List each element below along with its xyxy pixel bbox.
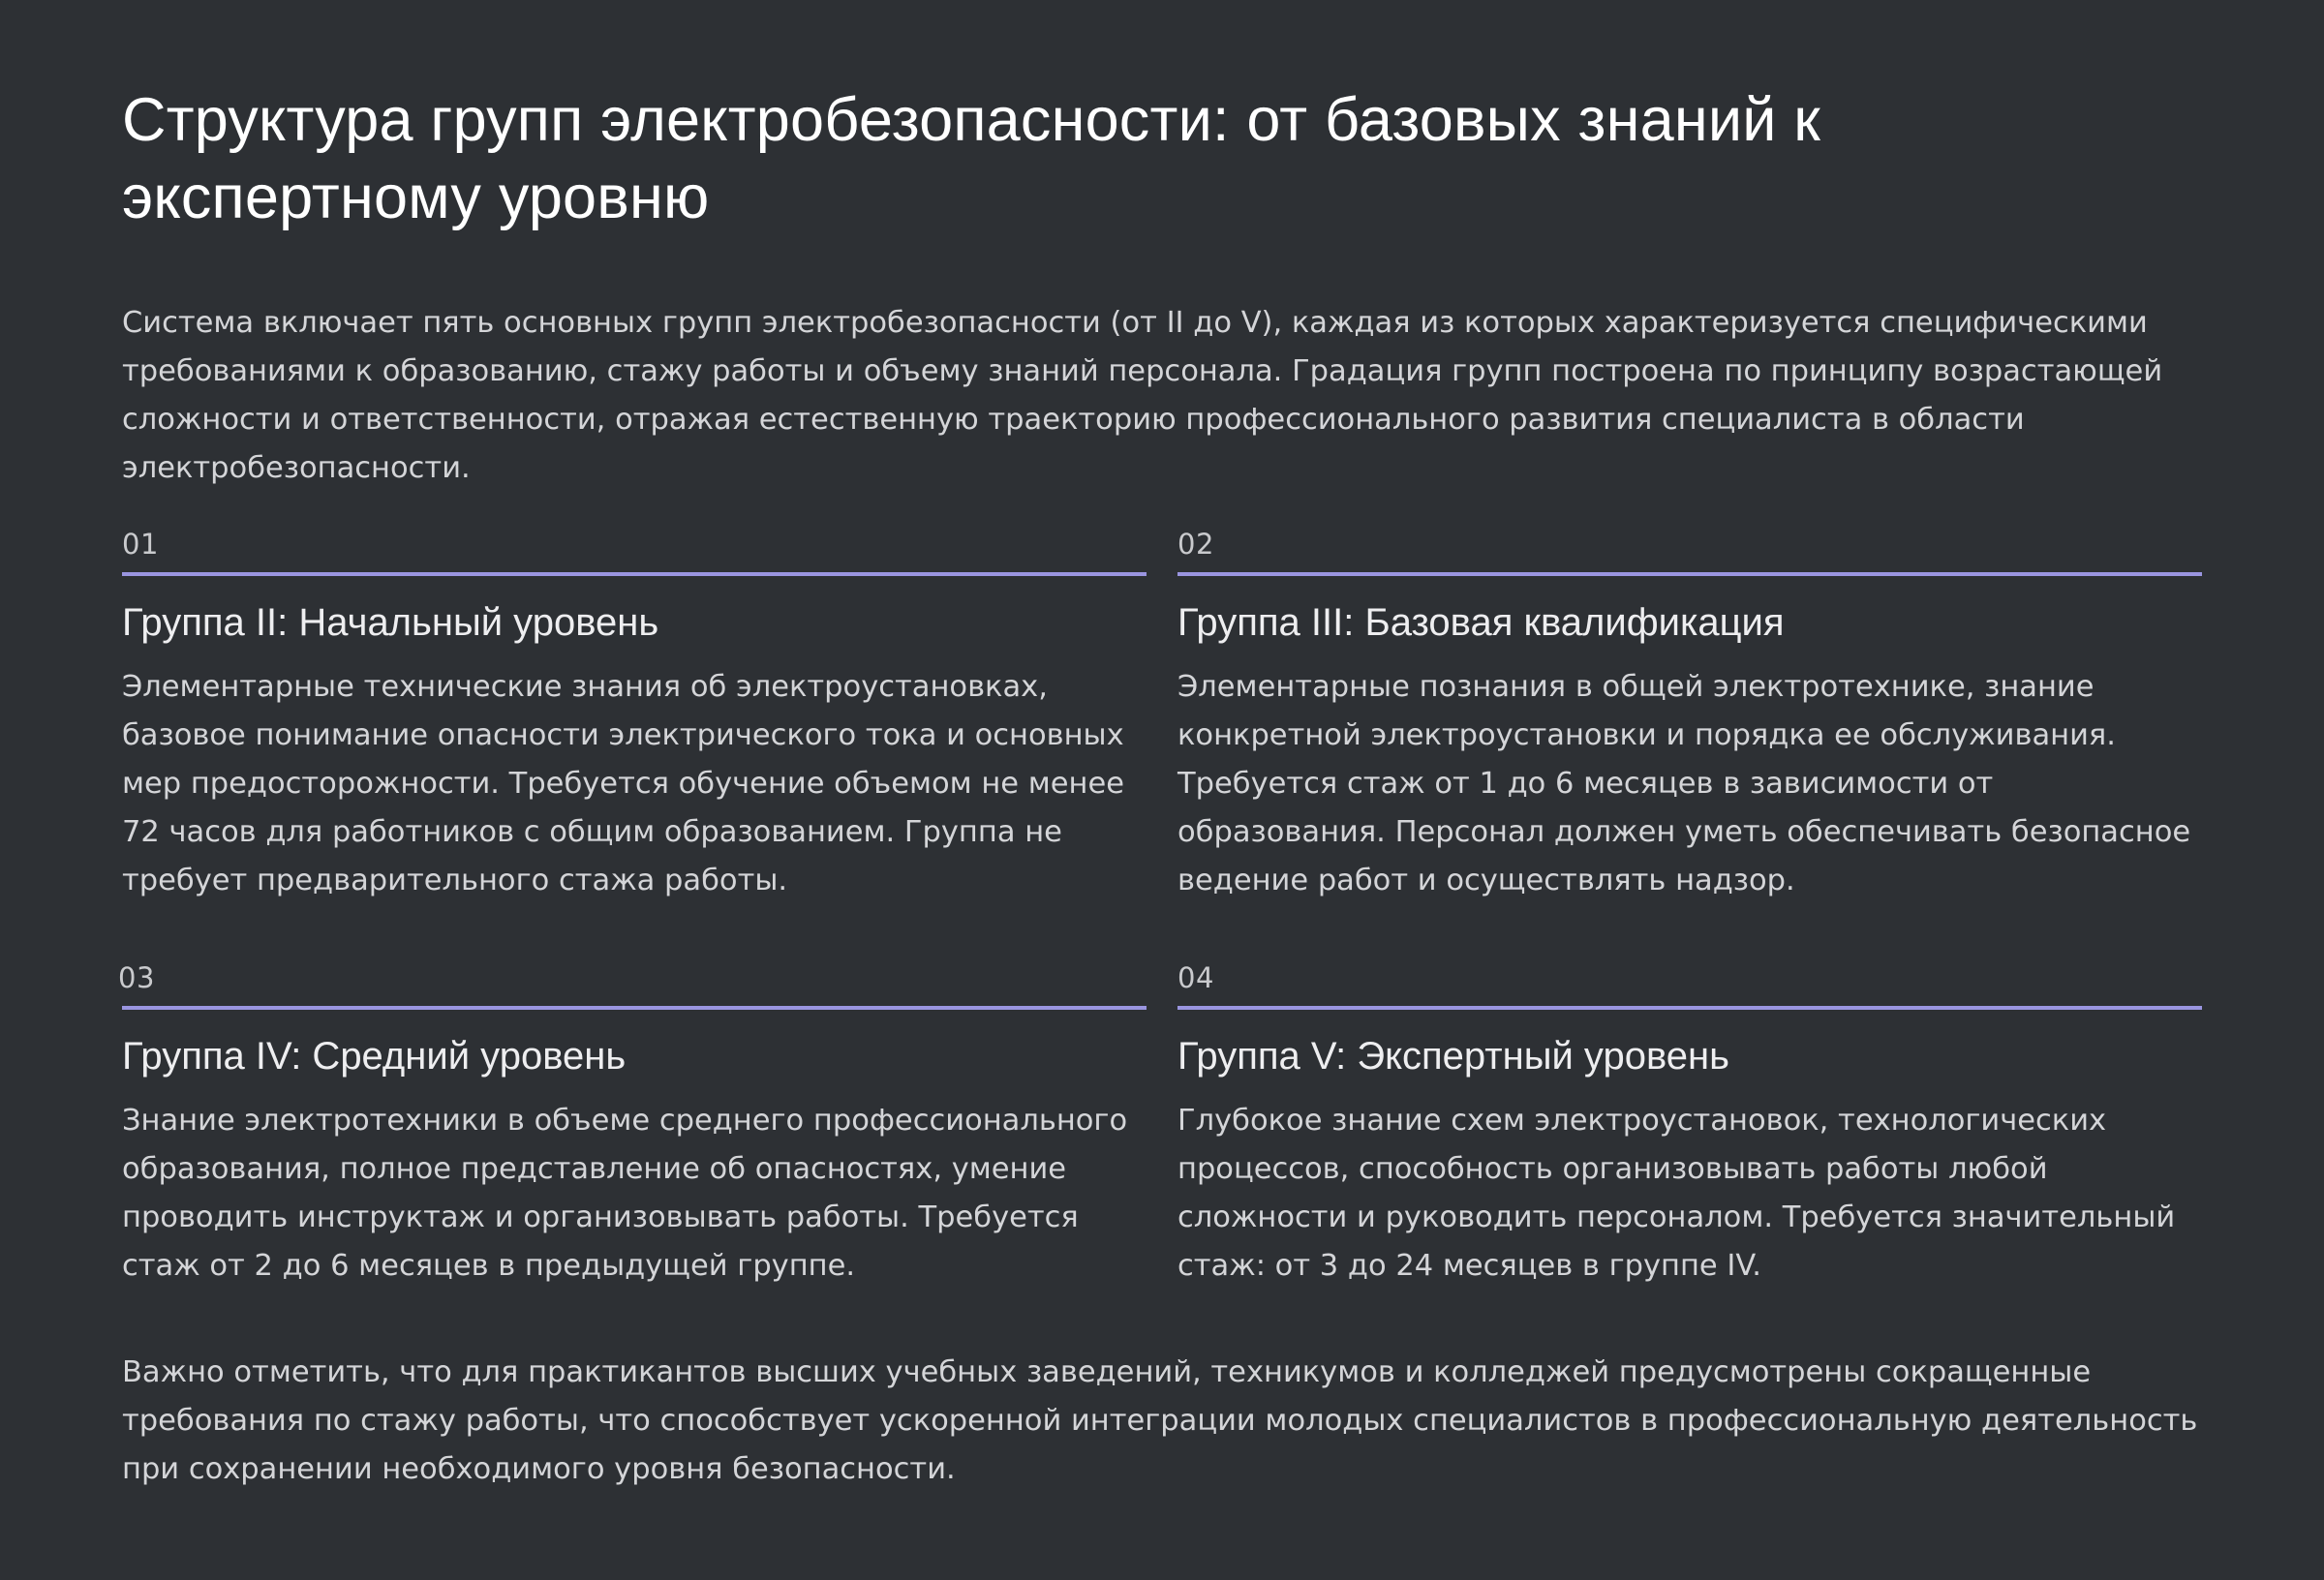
card-description: Знание электротехники в объеме среднего профессионального образования, полное представление об опасностях, умение проводить инструктаж и организовывать работы. Требуется стаж от 2 до 6 месяцев в предыдущей группе. <box>122 1104 1128 1283</box>
card-number: 04 <box>1177 961 1214 994</box>
card-number: 02 <box>1177 528 1214 561</box>
card-title: Группа V: Экспертный уровень <box>1177 1035 1729 1078</box>
footer-note: Важно отметить, что для практикантов высших учебных заведений, техникумов и колледжей предусмотрены сокращенные требования по стажу работы, что способствует ускоренной интеграции молодых специалистов в профессиональную деятельность при сохранении необходимого уровня безопасности. <box>122 1355 2198 1486</box>
card-divider <box>1177 572 2202 576</box>
group-card-1 <box>122 528 1147 905</box>
card-divider <box>122 1006 1147 1010</box>
card-description: Элементарные технические знания об электроустановках, базовое понимание опасности электрического тока и основных мер предосторожности. Требуется обучение объемом не менее 72 часов для работников с общим образованием. Группа не требует предварительного стажа работы. <box>122 670 1124 897</box>
card-title: Группа II: Начальный уровень <box>122 601 659 644</box>
card-number: 01 <box>122 528 159 561</box>
card-divider <box>122 572 1147 576</box>
group-card-4 <box>1177 961 2202 1291</box>
page-title: Структура групп электробезопасности: от базовых знаний к экспертному уровню <box>122 86 1821 231</box>
card-title: Группа IV: Средний уровень <box>122 1035 627 1078</box>
card-title: Группа III: Базовая квалификация <box>1177 601 1785 644</box>
card-number: 03 <box>118 961 155 994</box>
intro-paragraph: Система включает пять основных групп электробезопасности (от II до V), каждая из которых характеризуется специфическими требованиями к образованию, стажу работы и объему знаний персонала. Градация групп построена по принципу возрастающей сложности и ответственности, отражая естественную траекторию профессионального развития специалиста в области электробезопасности. <box>122 306 2163 485</box>
card-description: Глубокое знание схем электроустановок, технологических процессов, способность организовывать работы любой сложности и руководить персоналом. Требуется значительный стаж: от 3 до 24 месяцев в группе IV. <box>1177 1104 2176 1283</box>
group-card-3 <box>118 961 1147 1291</box>
group-card-2 <box>1177 528 2202 905</box>
card-divider <box>1177 1006 2202 1010</box>
card-description: Элементарные познания в общей электротехнике, знание конкретной электроустановки и порядка ее обслуживания. Требуется стаж от 1 до 6 месяцев в зависимости от образования. Персонал должен уметь обеспечивать безопасное ведение работ и осуществлять надзор. <box>1177 670 2191 897</box>
